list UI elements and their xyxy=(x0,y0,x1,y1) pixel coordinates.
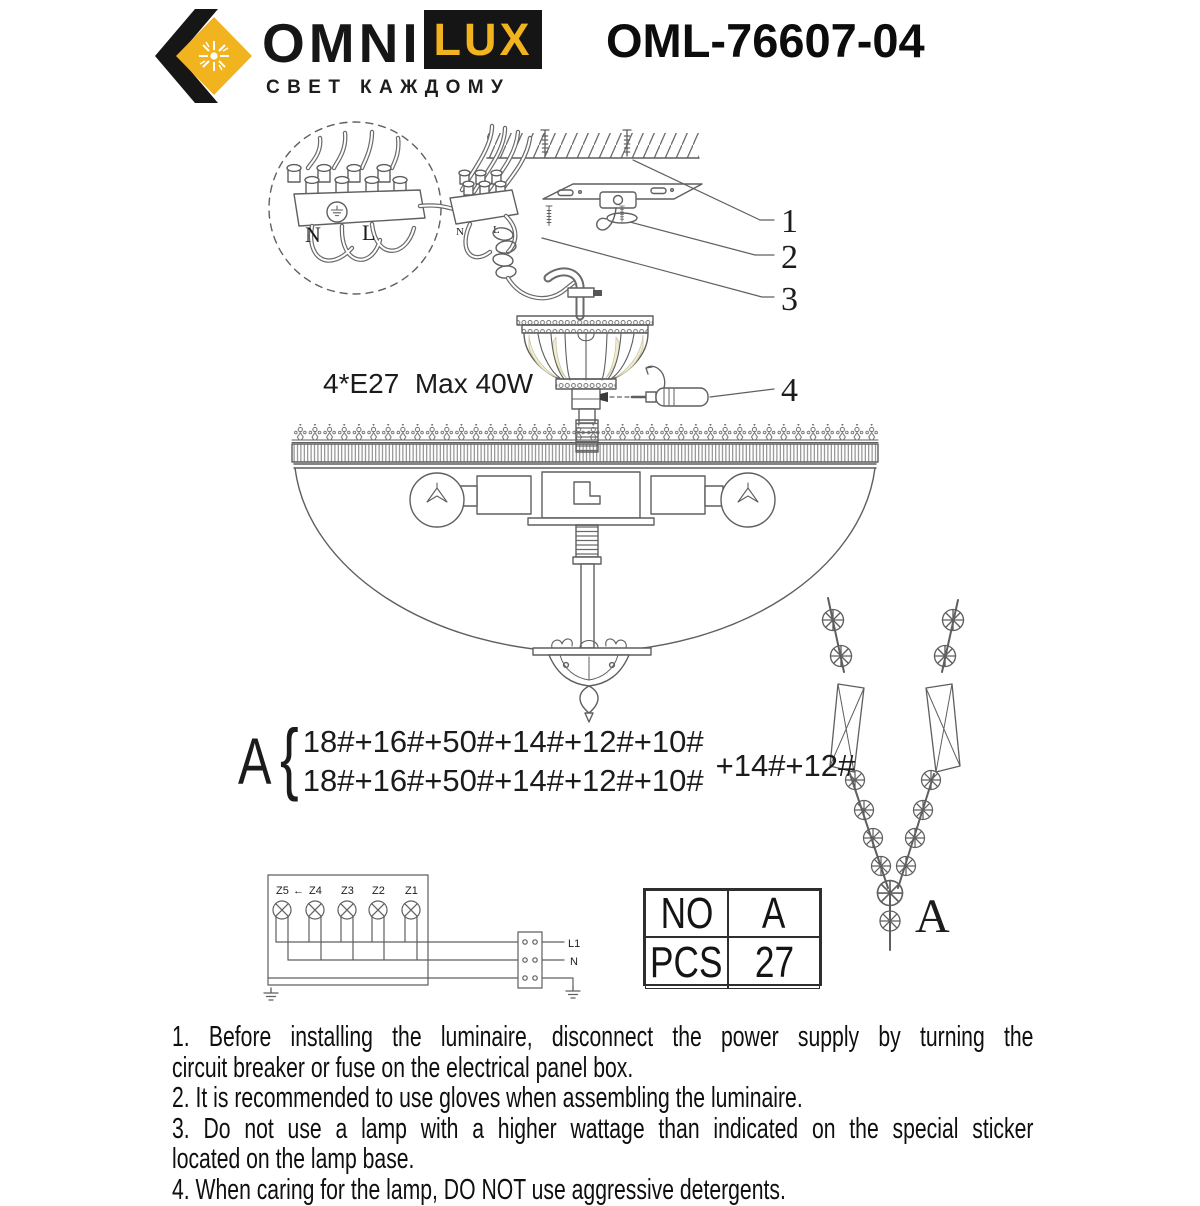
instruction-1-line-1: 1. Before installing the luminaire, disconnect the power supply by turning the xyxy=(172,1021,1034,1053)
brand-lux-text: LUX xyxy=(433,13,533,65)
instruction-4: 4. When caring for the lamp, DO NOT use aggressive detergents. xyxy=(172,1173,786,1206)
lamp-label-z4: Z4 xyxy=(309,885,322,897)
glass-bowl xyxy=(294,464,876,655)
lamp-label-z2: Z2 xyxy=(372,885,385,897)
callout-2: 2 xyxy=(781,239,798,276)
terminal-detail-circle xyxy=(269,122,441,294)
omnilux-logo-icon xyxy=(152,8,252,106)
instruction-3-line-2: located on the lamp base. xyxy=(172,1143,415,1175)
callout-1: 1 xyxy=(781,203,798,240)
wire-label-l1: L1 xyxy=(568,938,581,950)
table-cell-27: 27 xyxy=(728,937,820,989)
bulb-icon xyxy=(721,473,775,527)
strand-label-a: A xyxy=(915,890,950,943)
lamp-spec: 4*E27 Max 40W xyxy=(323,368,534,399)
strand-formula xyxy=(238,713,856,802)
table-cell-a: A xyxy=(728,890,820,937)
instruction-1-line-2: circuit breaker or fuse on the electrical panel box. xyxy=(172,1051,634,1084)
label-neutral: N xyxy=(305,222,321,247)
brand-tagline: СВЕТ КАЖДОМУ xyxy=(266,77,511,98)
instruction-2: 2. It is recommended to use gloves when assembling the luminaire. xyxy=(172,1082,803,1114)
callout-4: 4 xyxy=(781,372,798,409)
wiring-diagram xyxy=(264,875,580,1000)
logo-sunburst-icon xyxy=(199,41,229,71)
model-number: OML-76607-04 xyxy=(606,14,925,67)
parts-table xyxy=(643,888,822,986)
instruction-3-line-1: 3. Do not use a lamp with a higher wattage than indicated on the special sticker xyxy=(172,1112,1034,1145)
formula-line-1: 18#+16#+50#+14#+12#+10# xyxy=(302,724,704,759)
table-cell-no: NO xyxy=(645,890,728,937)
instructions xyxy=(172,1022,1033,1205)
brand-omni-text: OMNI xyxy=(262,12,422,74)
formula-prefix: A xyxy=(238,724,272,798)
hook-icon xyxy=(597,208,616,230)
formula-brace: { xyxy=(280,713,299,802)
lamp-label-z1: Z1 xyxy=(405,885,418,897)
formula-suffix: +14#+12# xyxy=(715,748,856,783)
lamp-label-z3: Z3 xyxy=(341,885,354,897)
bulb-icon xyxy=(410,473,464,527)
label-live-2: L xyxy=(493,224,500,236)
lamp-label-z5: Z5 xyxy=(276,885,289,897)
formula-line-2: 18#+16#+50#+14#+12#+10# xyxy=(302,763,704,798)
callout-3: 3 xyxy=(781,281,798,318)
mounting-bracket xyxy=(543,184,702,230)
arrow-icon: ← xyxy=(293,885,304,897)
wire-label-n: N xyxy=(570,956,578,968)
table-cell-pcs: PCS xyxy=(645,937,728,989)
terminal-block xyxy=(287,165,425,226)
brand-lux-box xyxy=(424,10,542,69)
installation-diagram xyxy=(0,120,1200,1020)
label-live: L xyxy=(362,220,376,245)
label-neutral-2: N xyxy=(456,226,464,238)
